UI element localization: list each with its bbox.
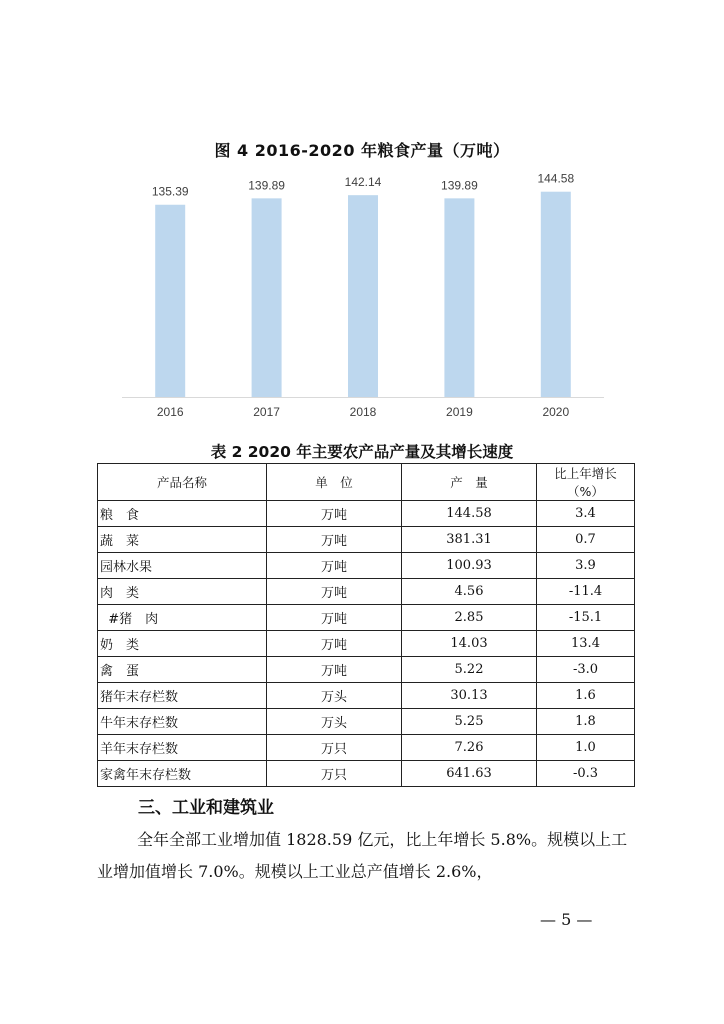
table-row xyxy=(98,657,635,683)
cell-output: 5.22 xyxy=(402,657,537,683)
cell-output: 14.03 xyxy=(402,631,537,657)
cell-growth: 1.6 xyxy=(537,683,635,709)
agricultural-products-table xyxy=(97,463,635,787)
cell-unit: 万头 xyxy=(267,709,402,735)
table-row xyxy=(98,579,635,605)
cell-product: 粮 食 xyxy=(98,501,267,527)
data-label-2020: 144.58 xyxy=(537,171,575,186)
x-tick-label-2020: 2020 xyxy=(542,405,570,419)
column-header-unit: 单 位 xyxy=(267,464,402,501)
table-row xyxy=(98,761,635,787)
data-label-2017: 139.89 xyxy=(248,178,285,193)
cell-output: 30.13 xyxy=(402,683,537,709)
cell-output: 4.56 xyxy=(402,579,537,605)
x-tick-label-2019: 2019 xyxy=(446,405,473,419)
bar-2019 xyxy=(444,198,474,397)
cell-growth: 3.9 xyxy=(537,553,635,579)
cell-product: 牛年末存栏数 xyxy=(98,709,267,735)
table-row xyxy=(98,527,635,553)
chart-title: 图 4 2016-2020 年粮食产量（万吨） xyxy=(214,141,510,160)
table-body xyxy=(98,501,635,787)
cell-output: 641.63 xyxy=(402,761,537,787)
table-title: 表 2 2020 年主要农产品产量及其增长速度 xyxy=(210,443,514,461)
cell-product: 园林水果 xyxy=(98,553,267,579)
cell-output: 5.25 xyxy=(402,709,537,735)
column-header-output: 产 量 xyxy=(402,464,537,501)
cell-unit: 万头 xyxy=(267,683,402,709)
data-label-2016: 135.39 xyxy=(151,184,189,199)
data-label-2019: 139.89 xyxy=(441,178,478,193)
cell-unit: 万吨 xyxy=(267,553,402,579)
cell-growth: 1.0 xyxy=(537,735,635,761)
cell-growth: 3.4 xyxy=(537,501,635,527)
column-header-growth: 比上年增长（%） xyxy=(537,464,635,501)
cell-growth: 13.4 xyxy=(537,631,635,657)
cell-output: 2.85 xyxy=(402,605,537,631)
cell-product: #猪 肉 xyxy=(98,605,267,631)
cell-growth: 1.8 xyxy=(537,709,635,735)
cell-growth: 0.7 xyxy=(537,527,635,553)
cell-unit: 万吨 xyxy=(267,501,402,527)
cell-product: 禽 蛋 xyxy=(98,657,267,683)
table-row xyxy=(98,631,635,657)
cell-product: 奶 类 xyxy=(98,631,267,657)
cell-output: 144.58 xyxy=(402,501,537,527)
cell-unit: 万只 xyxy=(267,735,402,761)
table-row xyxy=(98,605,635,631)
data-label-2018: 142.14 xyxy=(344,175,382,190)
x-tick-label-2018: 2018 xyxy=(349,405,377,419)
body-paragraph: 全年全部工业增加值 1828.59 亿元，比上年增长 5.8%。规模以上工业增加值增长 7.0%。规模以上工业总产值增长 2.6%， xyxy=(97,830,628,881)
cell-product: 猪年末存栏数 xyxy=(98,683,267,709)
cell-unit: 万只 xyxy=(267,761,402,787)
table-row xyxy=(98,501,635,527)
cell-growth: -11.4 xyxy=(537,579,635,605)
x-tick-label-2017: 2017 xyxy=(253,405,280,419)
table-row xyxy=(98,735,635,761)
cell-output: 7.26 xyxy=(402,735,537,761)
cell-unit: 万吨 xyxy=(267,527,402,553)
cell-unit: 万吨 xyxy=(267,579,402,605)
page-number: — 5 — xyxy=(540,910,593,929)
cell-growth: -0.3 xyxy=(537,761,635,787)
cell-output: 381.31 xyxy=(402,527,537,553)
cell-unit: 万吨 xyxy=(267,631,402,657)
cell-product: 家禽年末存栏数 xyxy=(98,761,267,787)
section-heading: 三、工业和建筑业 xyxy=(138,798,274,818)
table-header-row xyxy=(98,464,635,501)
table-row xyxy=(98,553,635,579)
bar-2016 xyxy=(155,205,185,397)
cell-growth: -3.0 xyxy=(537,657,635,683)
cell-product: 羊年末存栏数 xyxy=(98,735,267,761)
cell-unit: 万吨 xyxy=(267,605,402,631)
grain-output-bar-chart xyxy=(0,160,724,430)
cell-unit: 万吨 xyxy=(267,657,402,683)
bar-2018 xyxy=(348,195,378,397)
cell-growth: -15.1 xyxy=(537,605,635,631)
column-header-product: 产品名称 xyxy=(98,464,267,501)
table-row xyxy=(98,683,635,709)
table-row xyxy=(98,709,635,735)
cell-product: 肉 类 xyxy=(98,579,267,605)
cell-output: 100.93 xyxy=(402,553,537,579)
bar-2017 xyxy=(252,198,282,397)
cell-product: 蔬 菜 xyxy=(98,527,267,553)
x-tick-label-2016: 2016 xyxy=(156,405,184,419)
bar-2020 xyxy=(541,192,571,397)
